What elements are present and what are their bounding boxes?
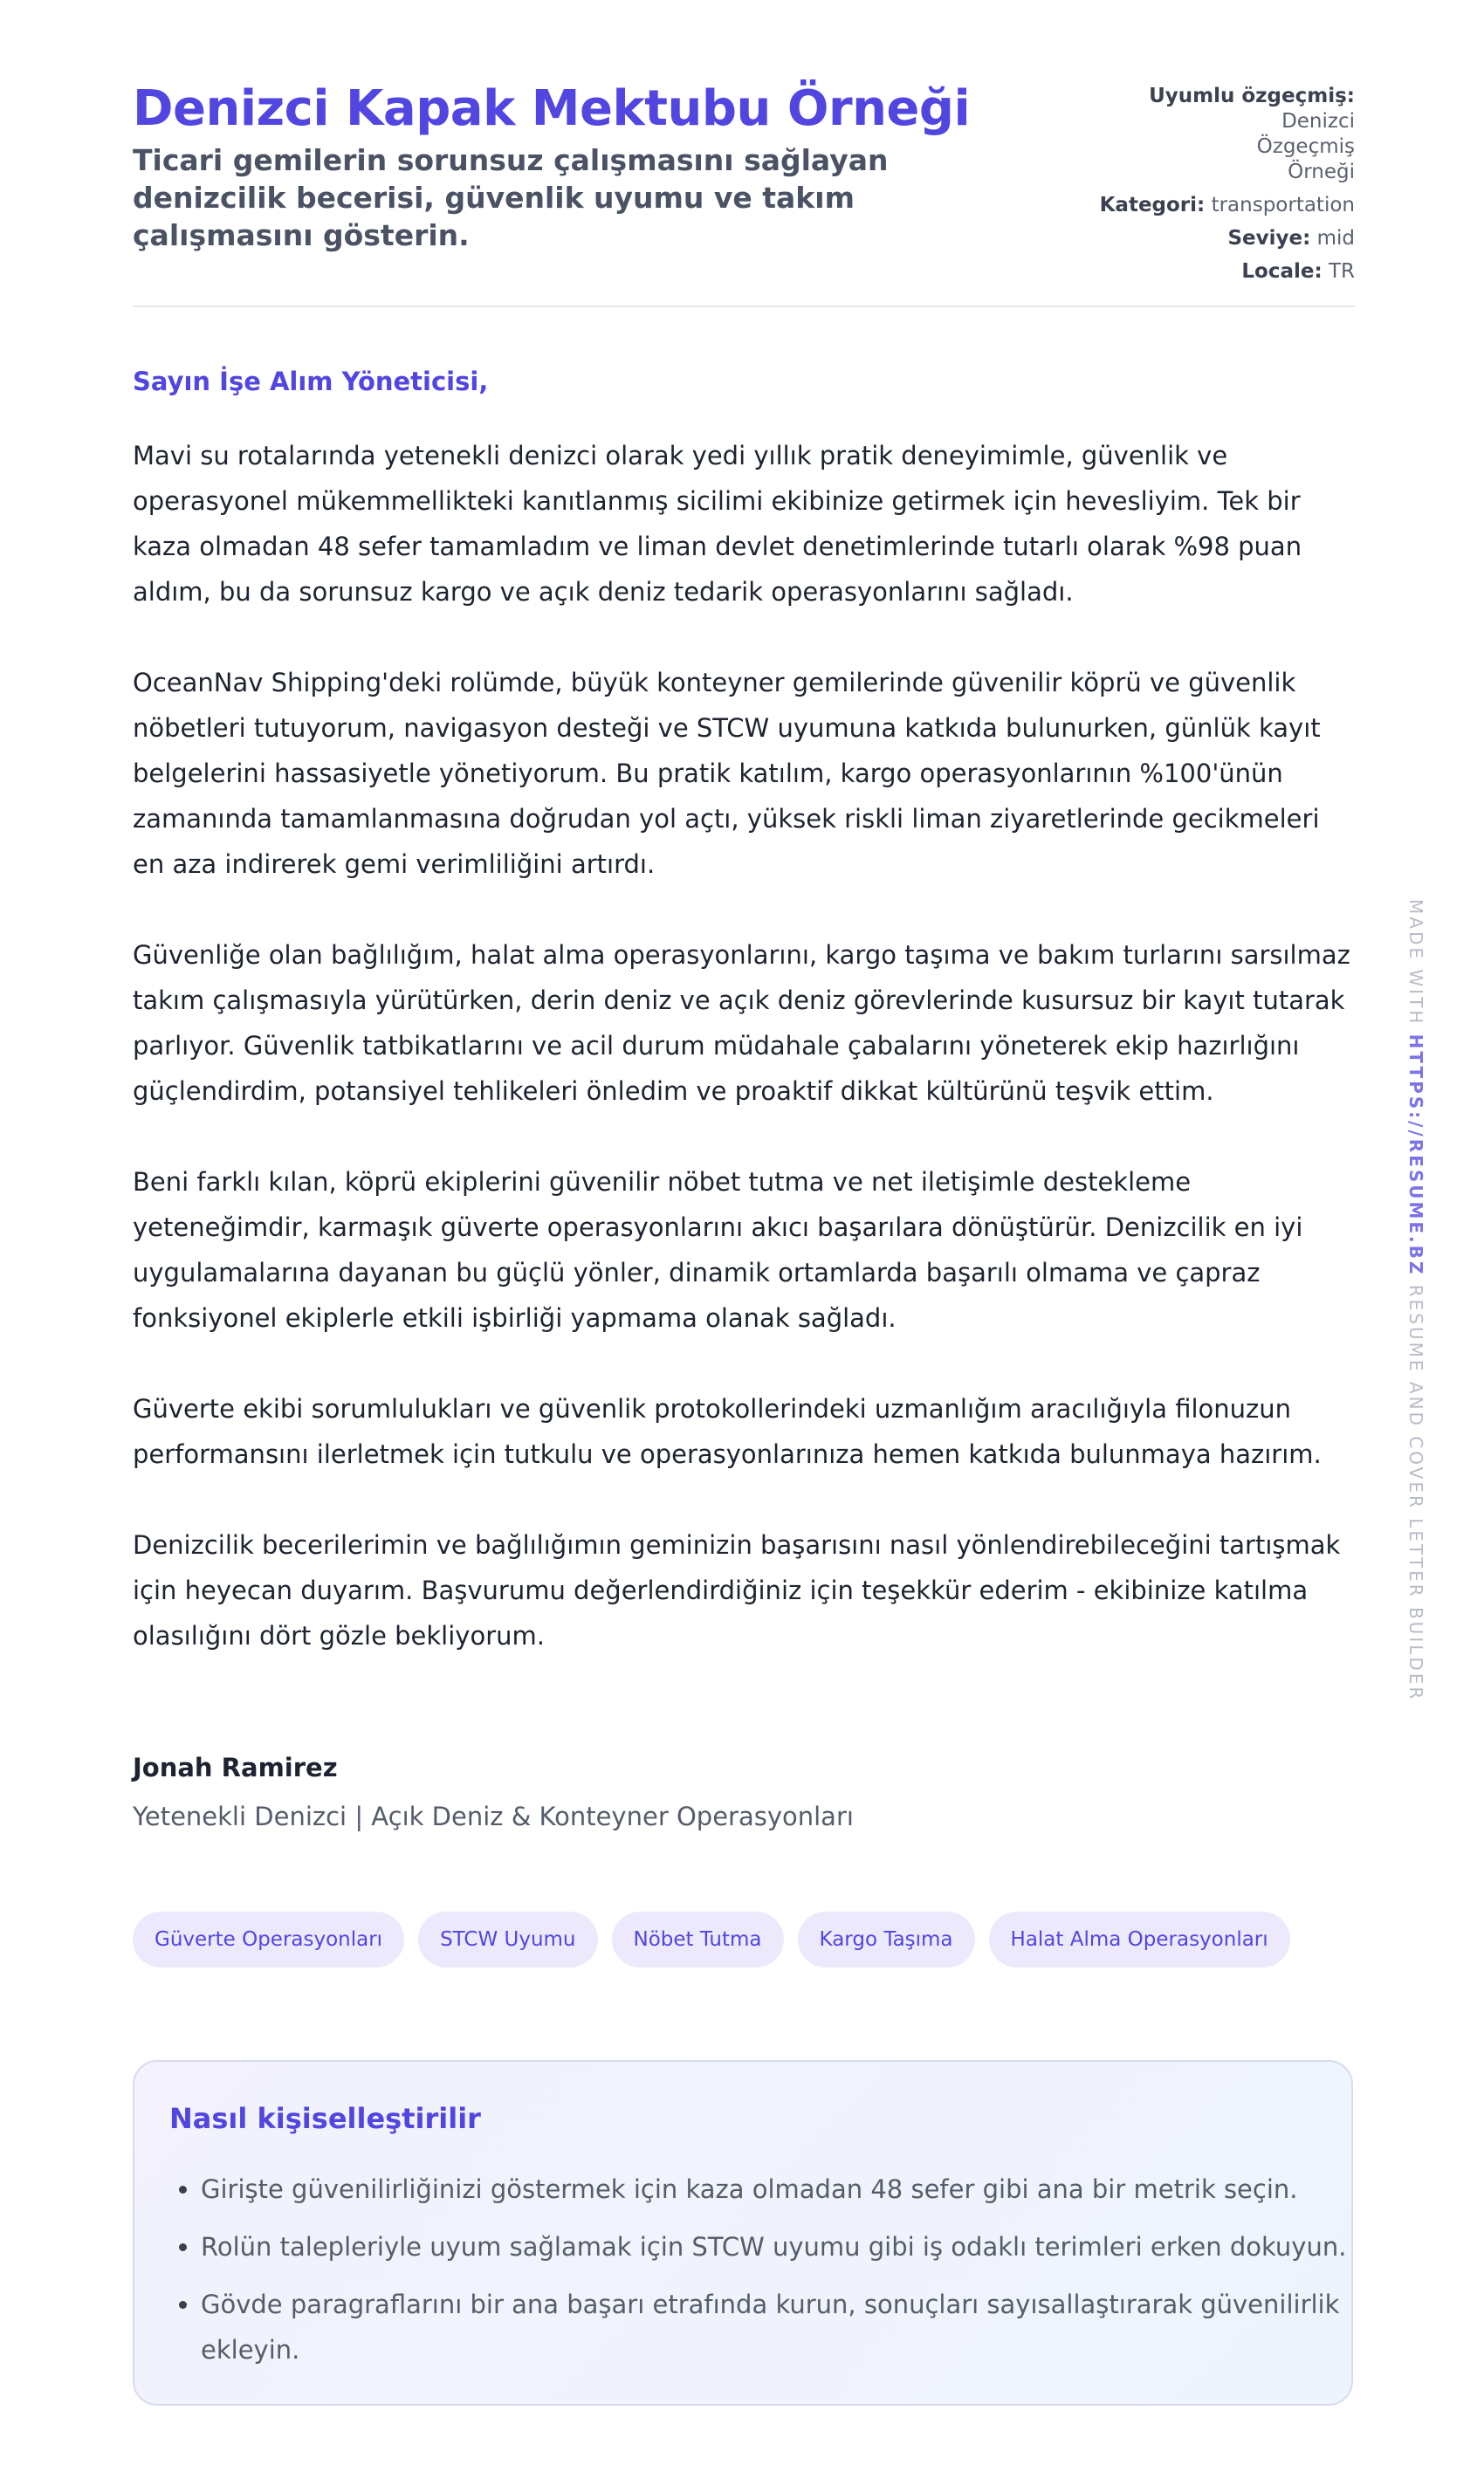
letter-greeting: Sayın İşe Alım Yöneticisi, (133, 367, 489, 396)
letter-body (133, 433, 1355, 1704)
tips-list (169, 2167, 1353, 2385)
meta-category (1067, 193, 1355, 218)
meta-resume-label: Uyumlu özgeçmiş: (1149, 85, 1355, 107)
skill-tags (133, 1912, 1290, 1968)
tips-item: • Gövde paragraflarını bir ana başarı etrafında kurun, sonuçları sayısallaştırarak güvenilirlik ekleyin. (201, 2282, 1353, 2373)
meta-locale-label: Locale: (1241, 260, 1323, 283)
letter-paragraph: Güvenliğe olan bağlılığım, halat alma operasyonlarını, kargo taşıma ve bakım turlarını sarsılmaz takım çalışmasıyla yürütürken, derin deniz ve açık deniz görevlerinde kusursuz bir kayıt tutarak parlıyor. Güvenlik tatbikatlarını ve acil durum müdahale çabalarını yöneterek ekip hazırlığını güçlendirdim, potansiyel tehlikeleri önledim ve proaktif dikkat kültürünü teşvik ettim. (133, 940, 1350, 1106)
signature-role: Yetenekli Denizci | Açık Deniz & Konteyner Operasyonları (133, 1802, 854, 1831)
cover-letter-page (133, 0, 1355, 2365)
meta-level-value: mid (1316, 227, 1355, 250)
meta-category-value: transportation (1211, 194, 1355, 216)
meta-resume (1067, 84, 1355, 185)
letter-paragraph: OceanNav Shipping'deki rolümde, büyük konteyner gemilerinde güvenilir köprü ve güvenlik nöbetleri tutuyorum, navigasyon desteği ve STCW uyumuna katkıda bulunurken, günlük kayıt belgelerini hassasiyetle yönetiyorum. Bu pratik katılım, kargo operasyonlarının %100'ünün zamanında tamamlanmasına doğrudan yol açtı, yüksek riskli liman ziyaretlerinde gecikmeleri en aza indirerek gemi verimliliğini artırdı. (133, 668, 1321, 879)
signature-name: Jonah Ramirez (133, 1753, 338, 1782)
meta-locale-value: TR (1328, 260, 1355, 283)
tips-item: • Girişte güvenilirliğinizi göstermek için kaza olmadan 48 sefer gibi ana bir metrik seçin. (201, 2167, 1353, 2212)
meta-level-label: Seviye: (1227, 227, 1311, 250)
made-with-watermark (1405, 899, 1426, 1701)
letter-paragraph: Mavi su rotalarında yetenekli denizci olarak yedi yıllık pratik deneyimimle, güvenlik ve operasyonel mükemmellikteki kanıtlanmış sicilimi ekibinize getirmek için hevesliyim. Tek bir kaza olmadan 48 sefer tamamladım ve liman devlet denetimlerinde tutarlı olarak %98 puan aldım, bu da sorunsuz kargo ve açık deniz tedarik operasyonlarını sağladı. (133, 441, 1302, 607)
watermark-link[interactable]: HTTPS://RESUME.BZ (1405, 1034, 1426, 1277)
letter-paragraph: Beni farklı kılan, köprü ekiplerini güvenilir nöbet tutma ve net iletişimle destekleme yeteneğimdir, karmaşık güverte operasyonlarını akıcı başarılara dönüştürür. Denizcilik en iyi uygulamalarına dayanan bu güçlü yönler, dinamik ortamlarda başarılı olmama ve çapraz fonksiyonel ekiplerle etkili işbirliği yapmama olanak sağladı. (133, 1167, 1303, 1333)
letter-paragraph: Denizcilik becerilerimin ve bağlılığımın geminizin başarısını nasıl yönlendirebileceğini tartışmak için heyecan duyarım. Başvurumu değerlendirdiğiniz için teşekkür ederim - ekibinize katılma olasılığını dört gözle bekliyorum. (133, 1530, 1341, 1651)
skill-tag: Halat Alma Operasyonları (989, 1912, 1290, 1968)
watermark-prefix: MADE WITH (1405, 899, 1426, 1027)
meta-locale (1067, 259, 1355, 285)
meta-panel (1067, 84, 1355, 292)
skill-tag: Güverte Operasyonları (133, 1912, 404, 1968)
meta-level (1067, 226, 1355, 251)
skill-tag: Kargo Taşıma (798, 1912, 975, 1968)
skill-tag: STCW Uyumu (418, 1912, 597, 1968)
page-title: Denizci Kapak Mektubu Örneği (133, 80, 971, 137)
watermark-suffix: RESUME AND COVER LETTER BUILDER (1405, 1284, 1426, 1702)
personalization-tips-card (133, 2060, 1353, 2406)
meta-resume-link[interactable]: Denizci Özgeçmiş Örneği (1256, 110, 1355, 183)
signature-block (133, 1753, 854, 1831)
tips-item: • Rolün talepleriyle uyum sağlamak için STCW uyumu gibi iş odaklı terimleri erken dokuyun. (201, 2224, 1353, 2270)
meta-category-label: Kategori: (1099, 194, 1206, 216)
skill-tag: Nöbet Tutma (612, 1912, 784, 1968)
letter-paragraph: Güverte ekibi sorumlulukları ve güvenlik protokollerindeki uzmanlığım aracılığıyla filonuzun performansını ilerletmek için tutkulu ve operasyonlarınıza hemen katkıda bulunmaya hazırım. (133, 1394, 1322, 1469)
tips-title: Nasıl kişiselleştirilir (169, 2102, 481, 2135)
page-subtitle: Ticari gemilerin sorunsuz çalışmasını sağlayan denizcilik becerisi, güvenlik uyumu ve takım çalışmasını gösterin. (133, 143, 889, 252)
page-header (133, 0, 1355, 307)
